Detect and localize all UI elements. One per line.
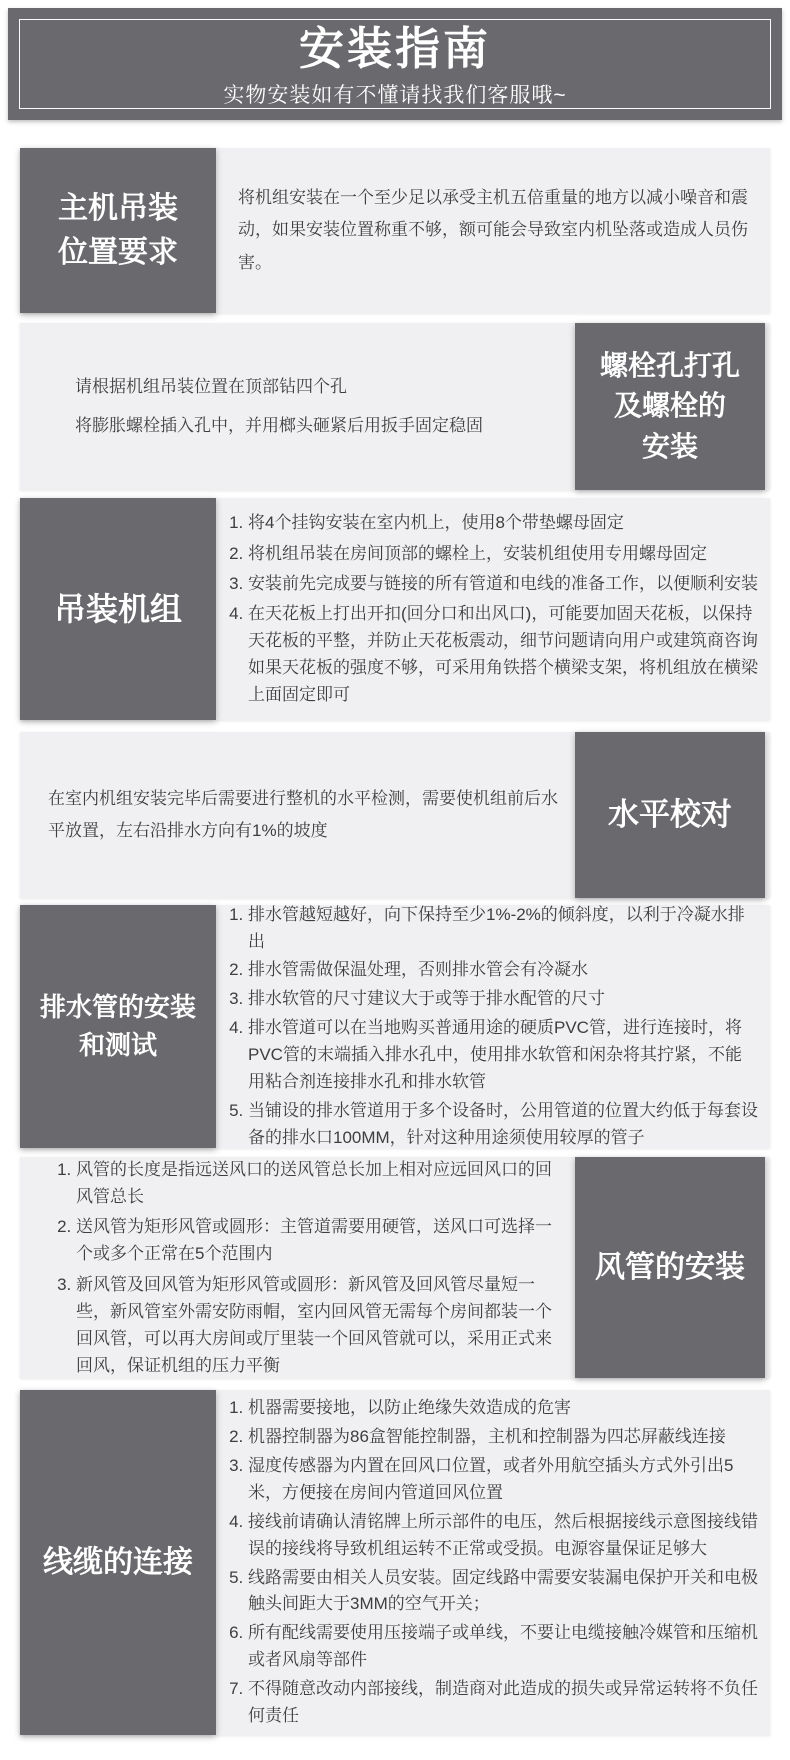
section-title-line: 排水管的安装 <box>39 991 196 1022</box>
section-title-line: 位置要求 <box>58 235 178 269</box>
section-air-duct-install <box>20 1157 770 1378</box>
instruction-list <box>222 900 758 1154</box>
section-title-line: 及螺栓的 <box>613 390 726 422</box>
section-title-line: 风管的安装 <box>595 1250 745 1284</box>
section-title-line: 和测试 <box>78 1029 157 1060</box>
list-item: 4. 接线前请确认清铭牌上所示部件的电压，然后根据接线示意图接线错误的接线将导致机组运转不正常或受损。电源容量保证足够大 <box>248 1509 758 1563</box>
section-title-line: 水平校对 <box>608 796 732 832</box>
section-title-bolt-hole-drilling <box>575 323 765 490</box>
paragraph: 将机组安装在一个至少足以承受主机五倍重量的地方以减小噪音和震动，如果安装位置称重不够，额可能会导致室内机坠落或造成人员伤害。 <box>238 188 748 272</box>
list-item: 4. 排水管道可以在当地购买普通用途的硬质PVC管，进行连接时，将PVC管的末端插入排水孔中，使用排水软管和闲杂将其拧紧，不能用粘合剂连接排水孔和排水软管 <box>248 1015 758 1096</box>
list-item: 4. 在天花板上打出开扣(回分口和出风口)，可能要加固天花板，以保持天花板的平整，并防止天花板震动，细节问题请向用户或建筑商咨询如果天花板的强度不够，可采用角铁搭个横梁支架，将机组放在横梁上面固定即可 <box>248 600 758 709</box>
list-item: 3. 湿度传感器为内置在回风口位置，或者外用航空插头方式外引出5米，方便接在房间内管道回风位置 <box>248 1453 758 1507</box>
list-item: 1. 将4个挂钩安装在室内机上，使用8个带垫螺母固定 <box>248 509 758 536</box>
section-title-cable-connection <box>20 1390 216 1735</box>
section-title-hoisting-unit <box>20 498 216 720</box>
list-item: 2. 将机组吊装在房间顶部的螺栓上，安装机组使用专用螺母固定 <box>248 540 758 567</box>
paragraph: 请根据机组吊装位置在顶部钻四个孔 <box>75 377 347 397</box>
list-item: 6. 所有配线需要使用压接端子或单线，不要让电缆接触冷媒管和压缩机或者风扇等部件 <box>248 1620 758 1674</box>
list-item: 1. 排水管越短越好，向下保持至少1%-2%的倾斜度，以利于冷凝水排出 <box>248 902 758 956</box>
section-title-air-duct <box>575 1157 765 1378</box>
instruction-list <box>222 506 758 711</box>
header-banner <box>8 8 782 120</box>
section-body <box>20 323 575 490</box>
instruction-list <box>50 1153 565 1383</box>
section-title-level-check <box>575 732 765 898</box>
list-item: 2. 机器控制器为86盒智能控制器，主机和控制器为四芯屏蔽线连接 <box>248 1424 758 1451</box>
section-title-line: 吊装机组 <box>53 590 182 627</box>
section-level-check <box>20 732 770 898</box>
section-cable-connection <box>20 1390 770 1735</box>
section-hoisting-unit <box>20 498 770 720</box>
section-title-line: 螺栓孔打孔 <box>599 349 740 381</box>
list-item: 2. 送风管为矩形风管或圆形：主管道需要用硬管，送风口可选择一个或多个正常在5个范围内 <box>76 1213 565 1267</box>
instruction-list <box>222 1393 758 1731</box>
section-title-line: 安装 <box>641 430 698 462</box>
list-item: 7. 不得随意改动内部接线，制造商对此造成的损失或异常运转将不负任何责任 <box>248 1676 758 1730</box>
list-item: 3. 新风管及回风管为矩形风管或圆形：新风管及回风管尽量短一些，新风管室外需安防雨帽，室内回风管无需每个房间都装一个回风管，可以再大房间或厅里装一个回风管就可以，采用正式来回风，保证机组的压力平衡 <box>76 1271 565 1380</box>
page-subtitle: 实物安装如有不懂请找我们客服哦~ <box>223 83 567 107</box>
section-bolt-hole-drilling <box>20 323 770 490</box>
list-item: 3. 排水软管的尺寸建议大于或等于排水配管的尺寸 <box>248 986 758 1013</box>
page-title: 安装指南 <box>298 23 491 74</box>
list-item: 3. 安装前先完成要与链接的所有管道和电线的准备工作，以便顺利安装 <box>248 570 758 597</box>
section-body <box>20 732 575 898</box>
list-item: 5. 线路需要由相关人员安装。固定线路中需要安装漏电保护开关和电极触头间距大于3MM的空气开关； <box>248 1565 758 1619</box>
section-title-line: 线缆的连接 <box>43 1545 193 1579</box>
paragraph: 在室内机组安装完毕后需要进行整机的水平检测，需要使机组前后水平放置，左右沿排水方向有1%的坡度 <box>48 788 558 840</box>
section-drain-pipe-install-test <box>20 905 770 1148</box>
section-host-hoisting-position <box>20 148 770 313</box>
section-title-drain-pipe <box>20 905 216 1148</box>
section-body <box>20 1157 575 1378</box>
section-body <box>216 148 770 313</box>
section-body <box>216 1390 770 1735</box>
section-title-host-hoisting-position <box>20 148 216 313</box>
paragraph: 将膨胀螺栓插入孔中，并用榔头砸紧后用扳手固定稳固 <box>75 415 483 435</box>
section-title-line: 主机吊装 <box>58 192 178 225</box>
list-item: 1. 机器需要接地，以防止绝缘失效造成的危害 <box>248 1395 758 1422</box>
section-body <box>216 905 770 1148</box>
section-body <box>216 498 770 720</box>
list-item: 1. 风管的长度是指远送风口的送风管总长加上相对应远回风口的回风管总长 <box>76 1156 565 1210</box>
list-item: 2. 排水管需做保温处理，否则排水管会有冷凝水 <box>248 957 758 984</box>
list-item: 5. 当铺设的排水管道用于多个设备时，公用管道的位置大约低于每套设备的排水口100MM，针对这种用途须使用较厚的管子 <box>248 1098 758 1152</box>
